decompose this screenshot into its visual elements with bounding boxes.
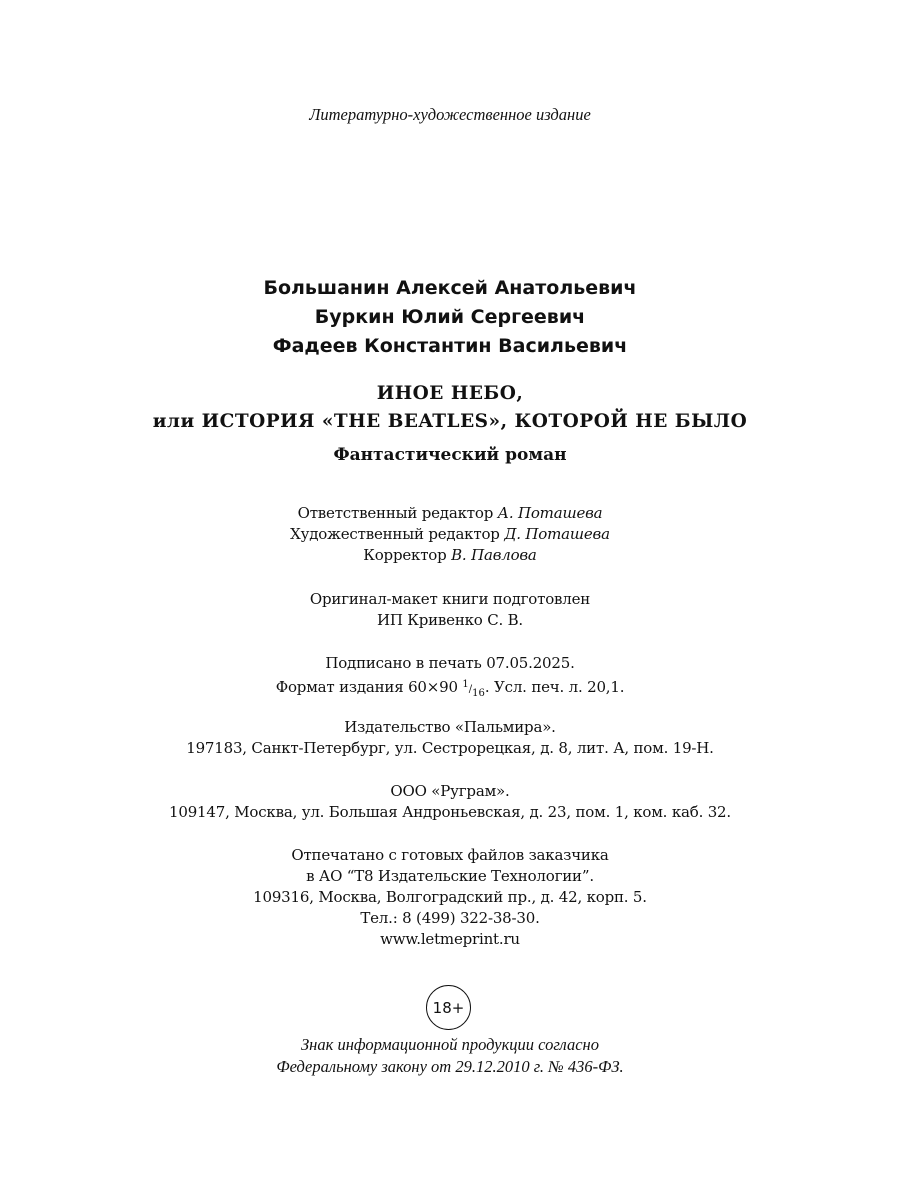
printer-website: www.letmeprint.ru bbox=[380, 930, 520, 948]
format-prefix: Формат издания 60×90 bbox=[275, 678, 458, 696]
credit-managing-editor bbox=[0, 503, 900, 525]
credit-name: Д. Поташева bbox=[504, 525, 610, 543]
company-address: 109147, Москва, ул. Большая Андроньевская, д. 23, пом. 1, ком. каб. 32. bbox=[169, 803, 731, 821]
signed-to-print: Подписано в печать 07.05.2025. bbox=[325, 654, 575, 672]
info-notice-line-2: Федеральному закону от 29.12.2010 г. № 436-ФЗ. bbox=[276, 1057, 624, 1076]
credit-name: В. Павлова bbox=[451, 546, 537, 564]
age-rating-badge: 18+ bbox=[426, 985, 471, 1030]
printer-line-1: Отпечатано с готовых файлов заказчика bbox=[291, 846, 609, 864]
print-format bbox=[0, 674, 900, 705]
author-2: Буркин Юлий Сергеевич bbox=[314, 306, 586, 328]
author-3: Фадеев Константин Васильевич bbox=[272, 335, 628, 357]
publisher-name: Издательство «Пальмира». bbox=[344, 718, 556, 736]
format-fraction-numerator: 1 bbox=[462, 679, 469, 690]
book-title-line-2: или ИСТОРИЯ «THE BEATLES», КОТОРОЙ НЕ БЫЛО bbox=[152, 411, 748, 432]
printer-phone: Тел.: 8 (499) 322-38-30. bbox=[360, 909, 540, 927]
credit-role: Ответственный редактор bbox=[297, 504, 494, 522]
publisher-address: 197183, Санкт-Петербург, ул. Сестрорецкая, д. 8, лит. А, пом. 19-Н. bbox=[186, 739, 714, 757]
format-fraction-denominator: 16 bbox=[472, 688, 485, 699]
author-1: Большанин Алексей Анатольевич bbox=[263, 277, 637, 299]
credit-name: А. Поташева bbox=[497, 504, 603, 522]
series-label: Литературно-художественное издание bbox=[309, 105, 591, 124]
credit-role: Корректор bbox=[363, 546, 447, 564]
credit-art-editor bbox=[0, 524, 900, 546]
format-suffix: . Усл. печ. л. 20,1. bbox=[484, 678, 625, 696]
genre-label: Фантастический роман bbox=[333, 445, 567, 465]
printer-line-2: в АО “Т8 Издательские Технологии”. bbox=[306, 867, 594, 885]
company-name: ООО «Руграм». bbox=[390, 782, 510, 800]
credit-role: Художественный редактор bbox=[290, 525, 500, 543]
layout-prep-line-1: Оригинал-макет книги подготовлен bbox=[309, 590, 591, 608]
credit-proofreader bbox=[0, 545, 900, 567]
format-fraction: 1/16 bbox=[462, 679, 485, 699]
book-title-line-1: ИНОЕ НЕБО, bbox=[376, 383, 524, 404]
printer-address: 109316, Москва, Волгоградский пр., д. 42, корп. 5. bbox=[253, 888, 647, 906]
info-notice-line-1: Знак информационной продукции согласно bbox=[301, 1035, 599, 1054]
layout-prep-line-2: ИП Кривенко С. В. bbox=[376, 611, 524, 629]
